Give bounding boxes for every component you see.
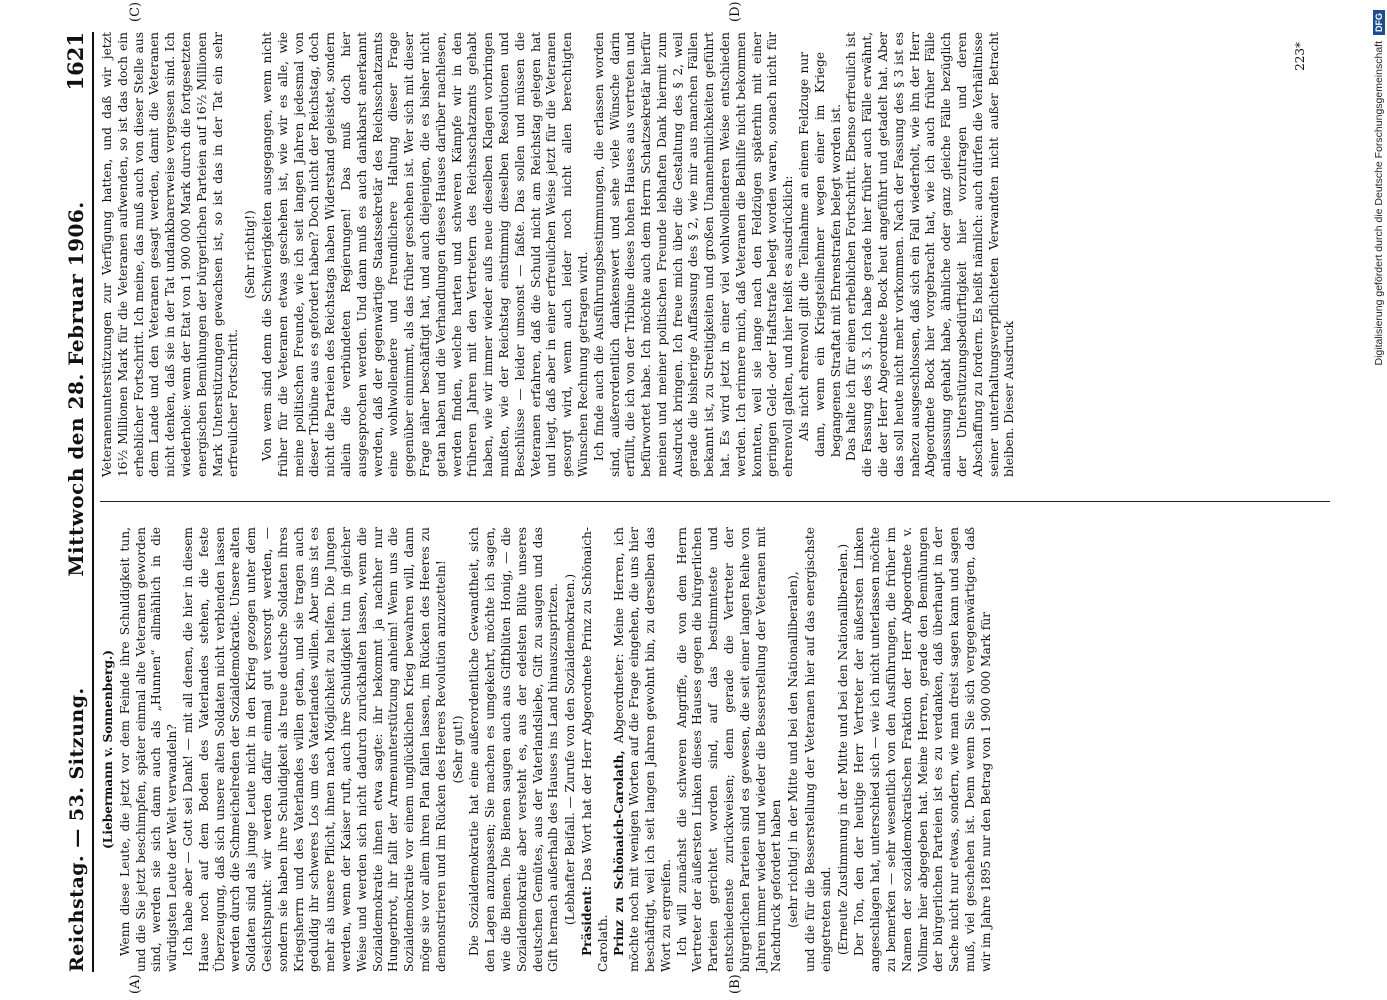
paragraph: Die Sozialdemokratie hat eine außerordentliche Gewandtheit, sich den Lagen anzupassen; Sie machen es umgekehrt, möchte ich sagen, wie die Bienen. Die Bienen saugen auch aus Giftblüten Honig, — die Sozialdemokratie aber versteht es, aus der edelsten Blüte unseres deutschen Gemütes, aus der Vaterlandsliebe, Gift zu saugen und das Gift hernach außerhalb des Hauses ins Land hinauszuspritzen. <box>467 527 561 972</box>
paragraph: Von wem sind denn die Schwierigkeiten ausgegangen, wenn nicht früher für die Veteranen etwas geschehen ist, wie wir es alle, wie meine politischen Freunde, wie ich seit langen Jahren jedesmal von dieser Tribüne aus es gefordert haben? Doch nicht der Reichstag, doch nicht die Parteien des Reichstags haben Widerstand geleistet, sondern allein die verbündeten Regierungen! Das muß doch hier ausgesprochen werden. Und dann muß es auch dankbarst anerkannt werden, daß der gegenwärtige Staatssekretär des Reichsschatzamts eine wohlwollendere und freundlichere Haltung dieser Frage gegenüber einnimmt, als das früher geschehen ist. Wer sich mit dieser Frage näher beschäftigt hat, und auch diejenigen, die es bisher nicht getan haben und die Verhandlungen dieses Hauses darüber nachlesen, werden finden, welche harten und schweren Kämpfe wir in den früheren Jahren mit den Vertretern des Reichsschatzamts gehabt haben, wie wir immer wieder aufs neue dieselben Klagen vorbringen mußten, wie der Reichstag einstimmig dieselben Resolutionen und Beschlüsse — leider umsonst — faßte. Das sollen und müssen die Veteranen erfahren, daß die Schuld nicht am Reichstag gelegen hat und liegt, daß aber in einer erfreulichen Weise jetzt für die Veteranen gesorgt wird, wenn auch leider noch nicht allen berechtigten Wünschen Rechnung getragen wird. <box>259 32 590 477</box>
interjection: (Sehr gut!) <box>450 715 465 784</box>
paragraph-text: Abgeordneter: Meine Herren, ich möchte noch mit wenigen Worten auf die Frage eingehen, die uns hier beschäftigt, weil ich seit langen Jahren gewohnt bin, zu derselben das Wort zu ergreifen. <box>611 527 673 972</box>
interjection: (Lebhafter Beifall. — Zurufe von den Sozialdemokraten.) <box>563 573 578 926</box>
paragraph-text: Das Wort hat der Herr Abgeordnete Prinz zu Schönaich-Carolath. <box>579 526 610 972</box>
newspaper-sheet <box>48 1 1338 994</box>
paragraph: und die für die Besserstellung der Veteranen hier auf das energischste eingetreten sind. <box>803 527 833 972</box>
running-head-date: Mittwoch den 28. Februar 1906. <box>64 201 88 577</box>
dfg-logo: DFG <box>1373 10 1385 35</box>
paragraph: Ich will zunächst die schweren Angriffe, die von dem Herrn Vertreter der äußersten Linken dieses Hauses gegen die bürgerlichen Parteien gerichtet worden sind, auf das bestimmteste und entschiedenste zurückweisen; denn gerade die Vertreter der bürgerlichen Parteien sind es gewesen, die seit einer langen Reihe von Jahren immer wieder und wieder die Besserstellung der Veteranen mit Nachdruck gefordert haben <box>674 527 784 972</box>
interjection: (Erneute Zustimmung in der Mitte und bei den Nationalliberalen.) <box>835 543 850 956</box>
paragraph: Der Ton, den der heutige Herr Vertreter der äußersten Linken angeschlagen hat, unterschied sich — wie ich nicht unterlassen möchte zu bemerken — sehr wesentlich von den Ausführungen, die früher im Namen der sozialdemokratischen Fraktion der Herr Abgeordnete v. Vollmar hier abgegeben hat. Meine Herren, gerade den Bemühungen der bürgerlichen Parteien ist es zu verdanken, daß überhaupt in der Sache nicht nur etwas, sondern, wie man dreist sagen kann und sagen muß, viel geschehen ist. Denn wenn Sie sich vergegenwärtigen, daß wir im Jahre 1895 nur den Betrag von 1 900 000 Mark für <box>852 527 993 972</box>
right-column <box>100 32 1018 477</box>
column-divider <box>100 501 1330 502</box>
paragraph: Ich finde auch die Ausführungsbestimmungen, die erlassen worden sind, außerordentlich dankenswert und sehe viele Wünsche darin erfüllt, die ich von der Tribüne dieses hohen Hauses aus vertreten und befürwortet habe. Ich möchte auch dem Herrn Schatzsekretär hierfür meinen und meiner politischen Freunde lebhaften Dank hiermit zum Ausdruck bringen. Ich freue mich über die Gestaltung des § 2, weil gerade die bisherige Auffassung des § 2, wie mir aus manchen Fällen bekannt ist, zu Streitigkeiten und großen Unannehmlichkeiten geführt hat. Es wird jetzt in einer viel wohlwollenderen Weise entschieden werden. Ich erinnere mich, daß Veteranen die Beihilfe nicht bekommen konnten, weil sie lange nach den Feldzügen späterhin mit einer geringen Geld- oder Haftstrafe belegt worden waren, sonach nicht für ehrenvoll galten, und hier heißt es ausdrücklich: <box>591 32 796 477</box>
page-number: 1621 <box>63 32 88 91</box>
interjection: (Sehr richtig!) <box>243 210 258 299</box>
digitization-text: Digitalisierung gefördert durch die Deutsche Forschungsgemeinschaft <box>1373 41 1385 366</box>
margin-letter-d: (D) <box>728 1 743 22</box>
margin-letter-a: (A) <box>128 974 143 994</box>
paragraph: Ich habe aber — Gott sei Dank! — mit all denen, die hier in diesem Hause noch auf dem Boden des Vaterlandes stehen, die feste Überzeugung, daß sich unsere alten Soldaten nicht verblenden lassen werden durch die Schmeichelreden der Sozialdemokratie. Unsere alten Soldaten sind als junge Leute nicht in den Krieg gezogen unter dem Gesichtspunkt: wir werden dafür einmal gut versorgt werden, — sondern sie haben ihre Schuldigkeit als treue deutsche Soldaten ihres Kriegsherrn und des Vaterlandes willen getan, und sie tragen auch geduldig ihr schweres Los um des Vaterlandes willen. Aber uns ist es mehr als unsere Pflicht, ihnen nach Möglichkeit zu helfen. Die Jungen werden, wenn der Kaiser ruft, auch ihre Schuldigkeit tun in gleicher Weise und werden sich nicht dadurch zurückhalten lassen, wenn die Sozialdemokratie ihnen etwa sagte: ihr bekommt ja nachher nur Hungerbrot, ihr fallt der Armenunterstützung anheim! Wenn uns die Sozialdemokratie vor einem unglücklichen Krieg bewahren will, dann möge sie vor allem ihren Plan fallen lassen, im Rücken des Heeres zu demonstrieren und im Rücken des Heeres Revolution anzuzetteln! <box>180 527 448 972</box>
speaker-label: Präsident: <box>579 885 594 956</box>
margin-letter-c: (C) <box>128 1 143 22</box>
speaker-label: Prinz zu Schönaich-Carolath, <box>611 750 626 956</box>
digitization-note <box>1371 10 1387 990</box>
page-header <box>48 32 88 972</box>
left-column <box>100 527 995 972</box>
interjection: (sehr richtig! in der Mitte und bei den Nationalliberalen), <box>786 571 801 928</box>
margin-letter-b: (B) <box>728 974 743 994</box>
paragraph <box>580 527 612 972</box>
paragraph: Wenn diese Leute, die jetzt vor dem Feinde ihre Schuldigkeit tun, und die Sie jetzt beschimpfen, später einmal alte Veteranen geworden sind, werden sie sich dann auch als „Hunnen“ allmählich in die würdigsten Leute der Welt verwandeln? <box>117 527 180 972</box>
running-head-left: Reichstag. — 53. Sitzung. <box>66 687 88 972</box>
speaker-heading: (Liebermann v. Sonnenberg.) <box>101 650 115 850</box>
paragraph <box>612 527 675 972</box>
signature-mark: 223* <box>1293 42 1307 71</box>
paragraph: Das halte ich für einen erheblichen Fortschritt. Ebenso erfreulich ist die Fassung des § 3. Ich habe gerade hier früher auch Fälle erwähnt, die der Herr Abgeordnete Bock heut angeführt und getadelt hat. Aber das soll heute nicht mehr vorkommen. Nach der Fassung des § 3 ist es nahezu ausgeschlossen, daß sich ein Fall wiederholt, wie ihn der Herr Abgeordnete Bock hier vorgebracht hat, wie ich auch früher Fälle anlasssung gehabt habe, ähnliche oder ganz gleiche Fälle bezüglich der Unterstützungsbedürftigkeit hier vorzutragen und deren Abschaffung zu fordern. Es heißt nämlich: auch dürfen die Verhältnisse seiner unterhaltungsverpflichteten Verwandten nicht außer Betracht bleiben. Dieser Ausdruck <box>844 32 1017 477</box>
header-rule <box>92 32 94 972</box>
quotation: Als nicht ehrenvoll gilt die Teilnahme an einem Feldzuge nur dann, wenn ein Kriegsteilnehmer wegen einer im Kriege begangenen Straftat mit Ehrenstrafen belegt worden ist. <box>797 52 843 457</box>
paragraph: Veteranenunterstützungen zur Verfügung hatten, und daß wir jetzt 16½ Millionen Mark für die Veteranen aufwenden, so ist das doch ein erheblicher Fortschritt. Ich meine, das muß auch von dieser Stelle aus dem Lande und den Veteranen gesagt werden, damit die Veteranen nicht denken, daß sie in der Tat undankbarerweise vergessen sind. Ich wiederhole: wenn der Etat von 1 900 000 Mark durch die fortgesetzten energischen Bemühungen der bürgerlichen Parteien auf 16½ Millionen Mark Unterstützungen gewachsen ist, so ist das in der Tat ein sehr erfreulicher Fortschritt. <box>100 32 241 477</box>
